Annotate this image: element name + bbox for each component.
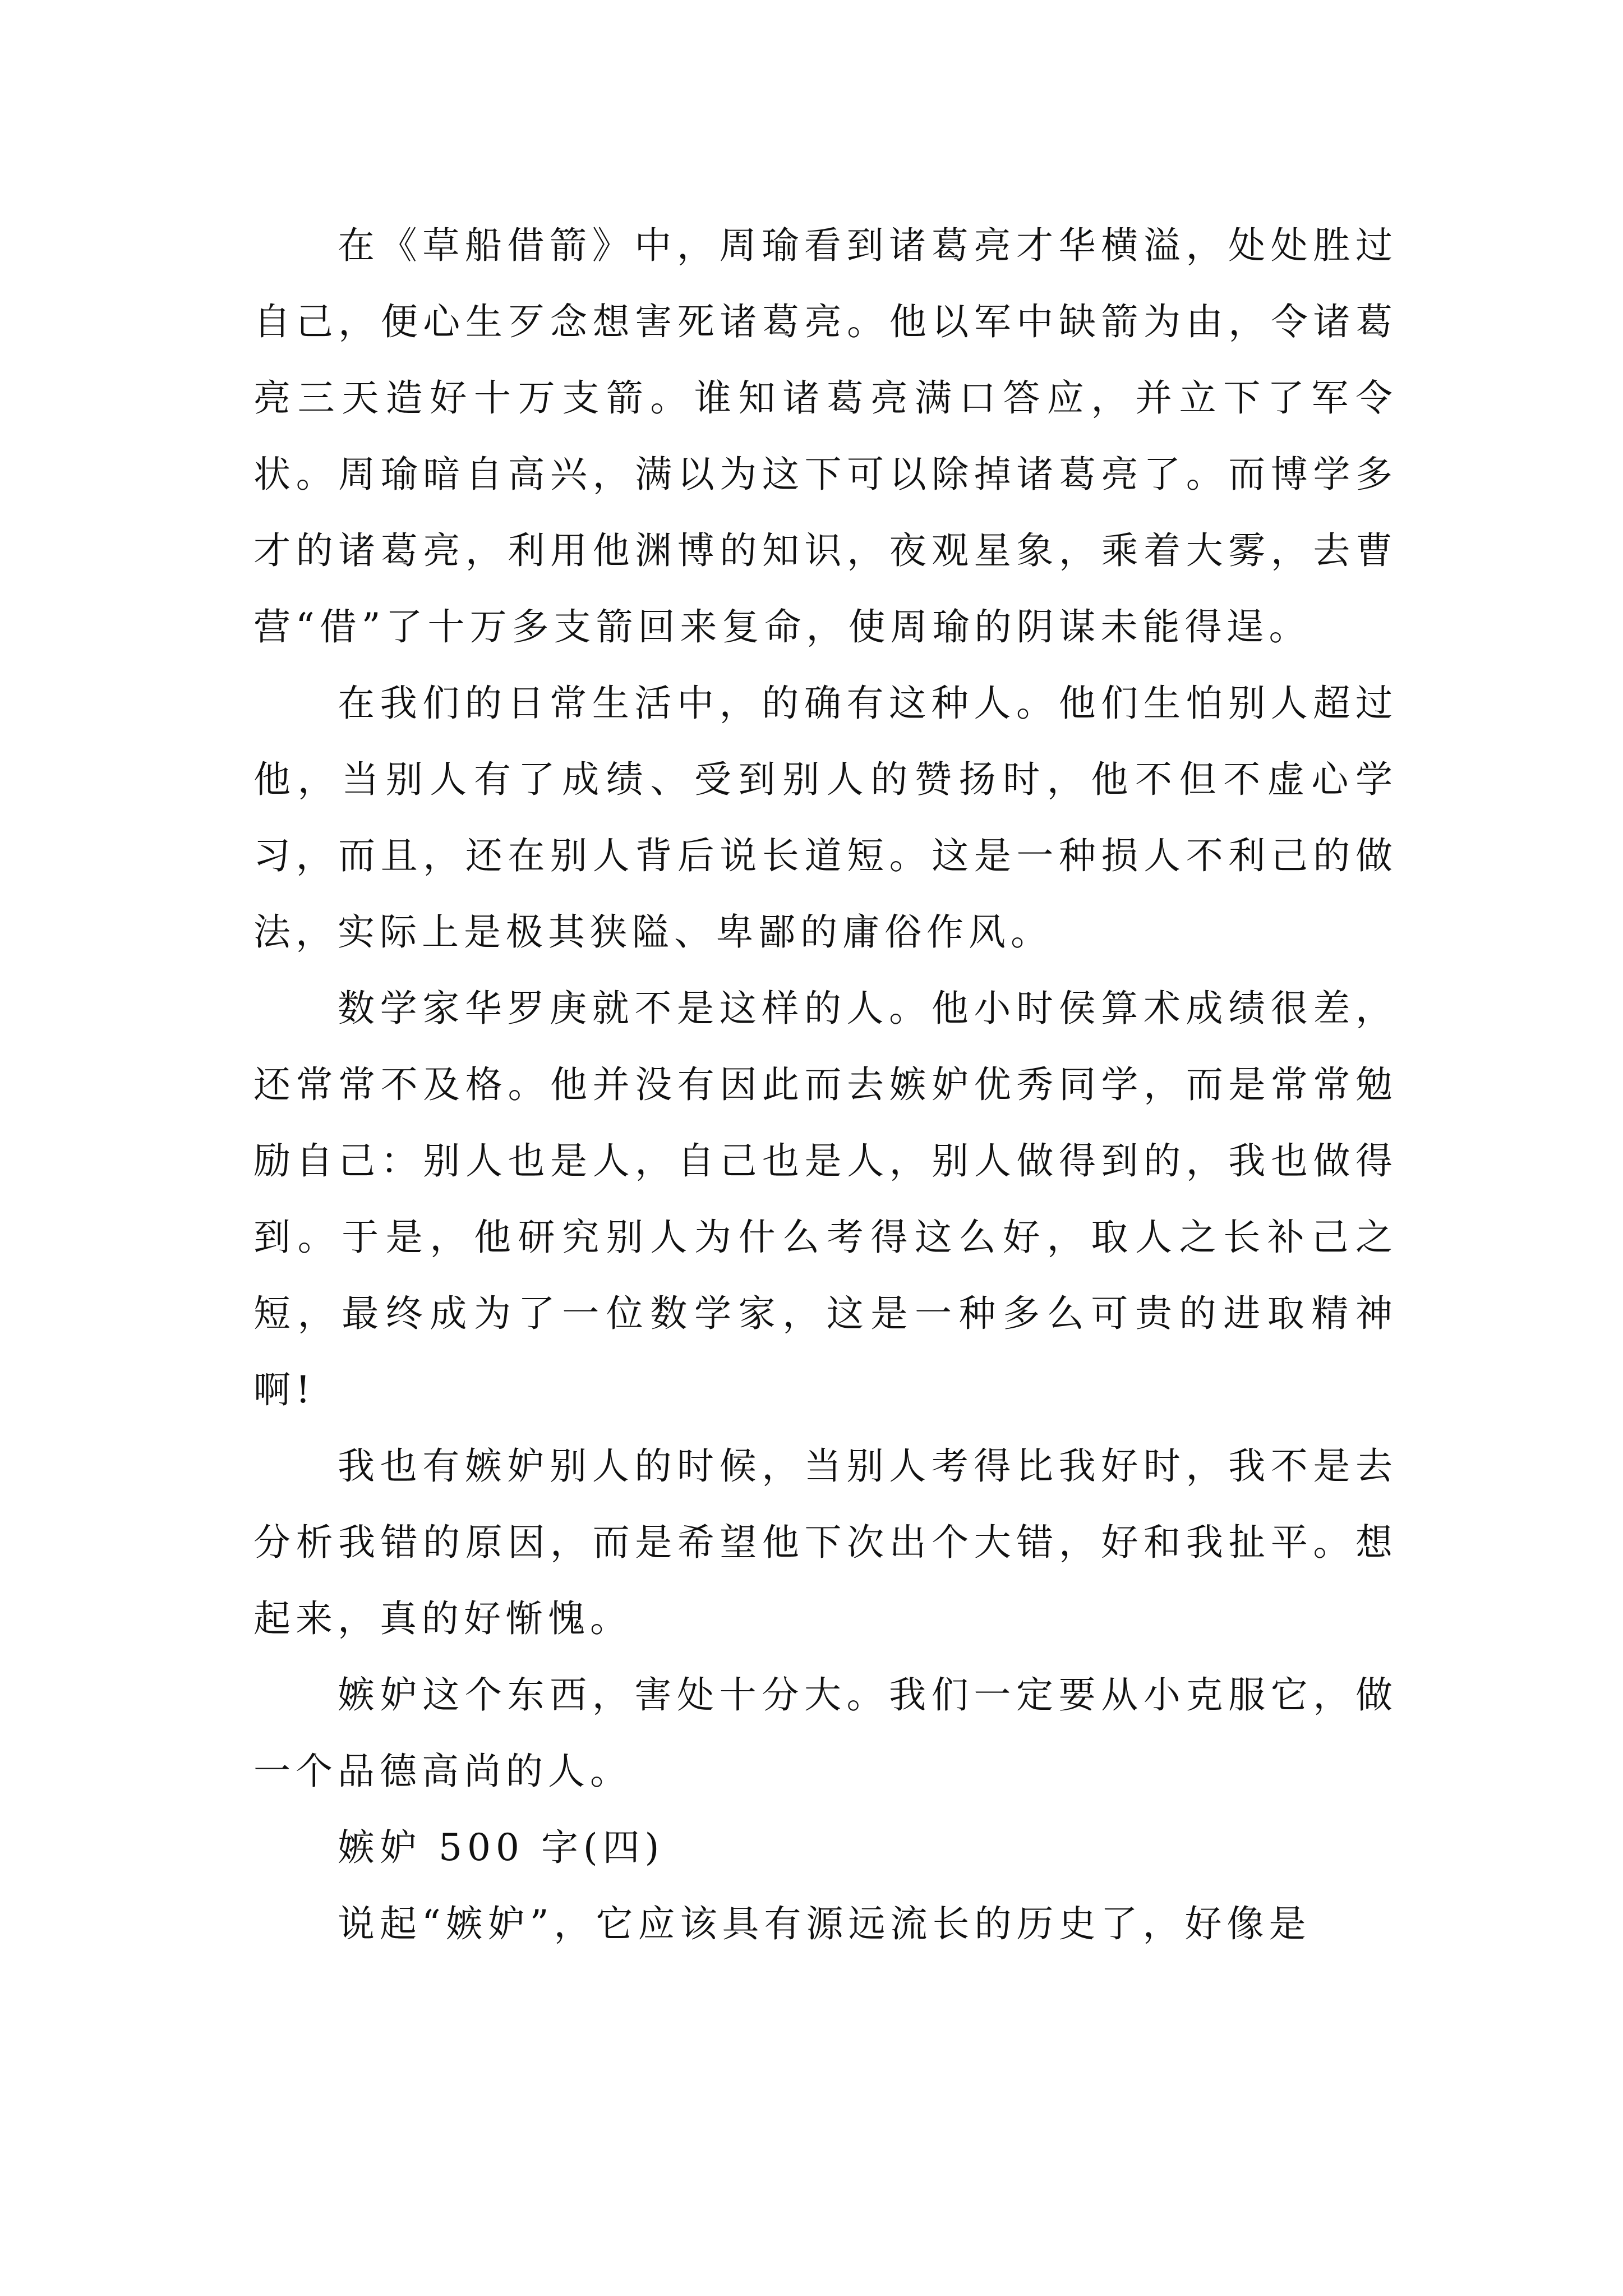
paragraph-3: 数学家华罗庚就不是这样的人。他小时侯算术成绩很差，还常常不及格。他并没有因此而去嫉妒优秀同学，而是常常勉励自己：别人也是人，自己也是人，别人做得到的，我也做得到。于是，他研究别人为什么考得这么好，取人之长补己之短，最终成为了一位数学家，这是一种多么可贵的进取精神啊! (253, 987, 1398, 1411)
section-heading: 嫉妒 500 字(四) (338, 1826, 665, 1869)
document-body (253, 208, 1398, 1962)
paragraph-2: 在我们的日常生活中，的确有这种人。他们生怕别人超过他，当别人有了成绩、受到别人的赞扬时，他不但不虚心学习，而且，还在别人背后说长道短。这是一种损人不利己的做法，实际上是极其狭隘、卑鄙的庸俗作风。 (253, 682, 1398, 954)
paragraph-6: 说起“嫉妒”，它应该具有源远流长的历史了，好像是 (338, 1902, 1311, 1945)
paragraph-4: 我也有嫉妒别人的时候，当别人考得比我好时，我不是去分析我错的原因，而是希望他下次出个大错，好和我扯平。想起来，真的好惭愧。 (253, 1444, 1398, 1640)
paragraph-1: 在《草船借箭》中，周瑜看到诸葛亮才华横溢，处处胜过自己，便心生歹念想害死诸葛亮。他以军中缺箭为由，令诸葛亮三天造好十万支箭。谁知诸葛亮满口答应，并立下了军令状。周瑜暗自高兴，满以为这下可以除掉诸葛亮了。而博学多才的诸葛亮，利用他渊博的知识，夜观星象，乘着大雾，去曹营“借”了十万多支箭回来复命，使周瑜的阴谋未能得逞。 (253, 224, 1398, 648)
paragraph-5: 嫉妒这个东西，害处十分大。我们一定要从小克服它，做一个品德高尚的人。 (253, 1673, 1398, 1793)
